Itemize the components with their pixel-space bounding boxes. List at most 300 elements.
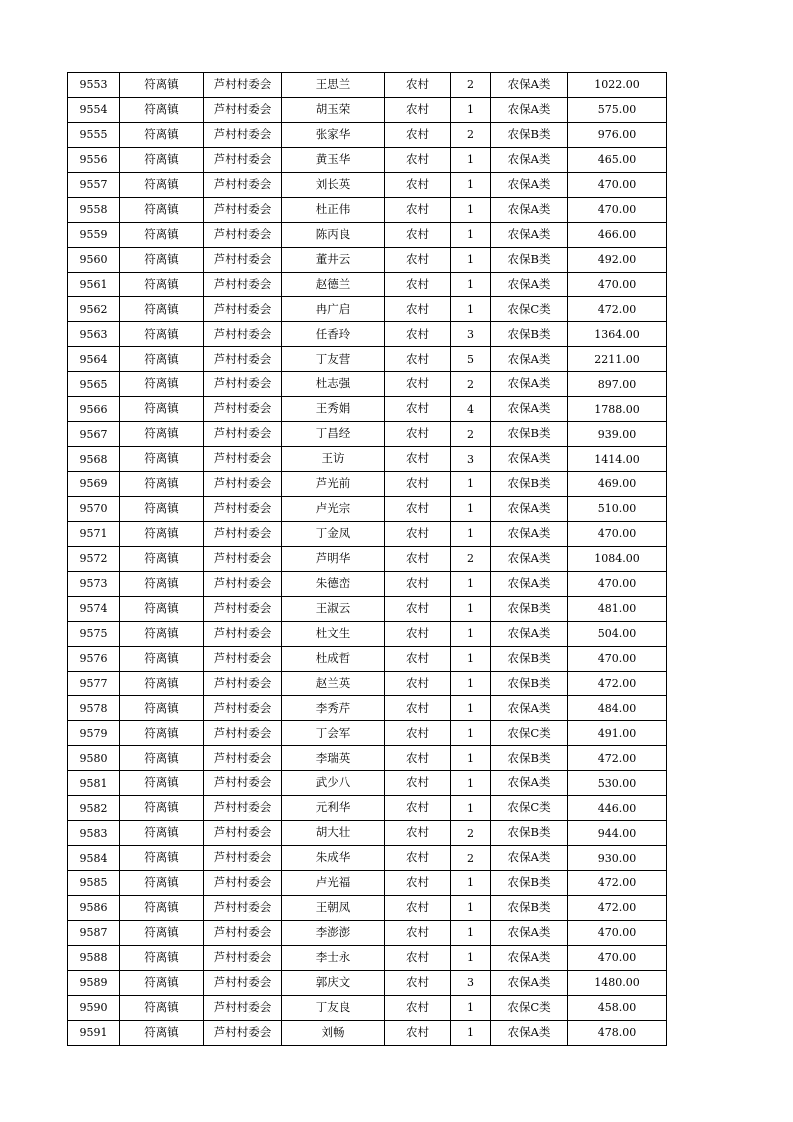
area-type-cell: 农村 <box>385 970 451 995</box>
area-type-cell: 农村 <box>385 97 451 122</box>
village-committee-cell: 芦村村委会 <box>204 721 282 746</box>
area-type-cell: 农村 <box>385 247 451 272</box>
area-type-cell: 农村 <box>385 596 451 621</box>
insurance-category-cell: 农保A类 <box>491 846 568 871</box>
town-cell: 符离镇 <box>120 422 204 447</box>
amount-cell: 944.00 <box>568 821 667 846</box>
household-count-cell: 1 <box>451 472 491 497</box>
table-row <box>68 197 667 222</box>
household-count-cell: 3 <box>451 322 491 347</box>
amount-cell: 575.00 <box>568 97 667 122</box>
town-cell: 符离镇 <box>120 746 204 771</box>
table-row <box>68 796 667 821</box>
amount-cell: 976.00 <box>568 122 667 147</box>
area-type-cell: 农村 <box>385 846 451 871</box>
town-cell: 符离镇 <box>120 322 204 347</box>
name-cell: 卢光福 <box>282 871 385 896</box>
insurance-category-cell: 农保A类 <box>491 546 568 571</box>
household-count-cell: 1 <box>451 272 491 297</box>
amount-cell: 491.00 <box>568 721 667 746</box>
area-type-cell: 农村 <box>385 746 451 771</box>
area-type-cell: 农村 <box>385 496 451 521</box>
amount-cell: 458.00 <box>568 995 667 1020</box>
household-count-cell: 1 <box>451 571 491 596</box>
village-committee-cell: 芦村村委会 <box>204 272 282 297</box>
row-number-cell: 9561 <box>68 272 120 297</box>
village-committee-cell: 芦村村委会 <box>204 846 282 871</box>
amount-cell: 470.00 <box>568 172 667 197</box>
table-row <box>68 122 667 147</box>
household-count-cell: 1 <box>451 147 491 172</box>
household-count-cell: 1 <box>451 671 491 696</box>
table-row <box>68 846 667 871</box>
name-cell: 李士永 <box>282 945 385 970</box>
row-number-cell: 9586 <box>68 895 120 920</box>
town-cell: 符离镇 <box>120 197 204 222</box>
village-committee-cell: 芦村村委会 <box>204 646 282 671</box>
row-number-cell: 9563 <box>68 322 120 347</box>
name-cell: 黄玉华 <box>282 147 385 172</box>
village-committee-cell: 芦村村委会 <box>204 397 282 422</box>
village-committee-cell: 芦村村委会 <box>204 472 282 497</box>
amount-cell: 1788.00 <box>568 397 667 422</box>
village-committee-cell: 芦村村委会 <box>204 147 282 172</box>
village-committee-cell: 芦村村委会 <box>204 1020 282 1045</box>
table-row <box>68 621 667 646</box>
row-number-cell: 9565 <box>68 372 120 397</box>
household-count-cell: 1 <box>451 895 491 920</box>
amount-cell: 930.00 <box>568 846 667 871</box>
area-type-cell: 农村 <box>385 447 451 472</box>
area-type-cell: 农村 <box>385 372 451 397</box>
row-number-cell: 9566 <box>68 397 120 422</box>
row-number-cell: 9591 <box>68 1020 120 1045</box>
town-cell: 符离镇 <box>120 73 204 98</box>
row-number-cell: 9558 <box>68 197 120 222</box>
amount-cell: 1364.00 <box>568 322 667 347</box>
row-number-cell: 9579 <box>68 721 120 746</box>
row-number-cell: 9587 <box>68 920 120 945</box>
insurance-category-cell: 农保B类 <box>491 247 568 272</box>
row-number-cell: 9575 <box>68 621 120 646</box>
town-cell: 符离镇 <box>120 496 204 521</box>
amount-cell: 478.00 <box>568 1020 667 1045</box>
town-cell: 符离镇 <box>120 97 204 122</box>
name-cell: 李澎澎 <box>282 920 385 945</box>
household-count-cell: 5 <box>451 347 491 372</box>
area-type-cell: 农村 <box>385 422 451 447</box>
table-row <box>68 771 667 796</box>
area-type-cell: 农村 <box>385 796 451 821</box>
insurance-category-cell: 农保B类 <box>491 671 568 696</box>
town-cell: 符离镇 <box>120 222 204 247</box>
data-table <box>67 72 667 1046</box>
table-row <box>68 322 667 347</box>
household-count-cell: 2 <box>451 546 491 571</box>
amount-cell: 472.00 <box>568 895 667 920</box>
village-committee-cell: 芦村村委会 <box>204 297 282 322</box>
insurance-category-cell: 农保B类 <box>491 821 568 846</box>
name-cell: 陈丙良 <box>282 222 385 247</box>
village-committee-cell: 芦村村委会 <box>204 671 282 696</box>
village-committee-cell: 芦村村委会 <box>204 696 282 721</box>
table-row <box>68 472 667 497</box>
table-row <box>68 646 667 671</box>
amount-cell: 472.00 <box>568 746 667 771</box>
area-type-cell: 农村 <box>385 821 451 846</box>
town-cell: 符离镇 <box>120 621 204 646</box>
town-cell: 符离镇 <box>120 372 204 397</box>
table-row <box>68 297 667 322</box>
row-number-cell: 9559 <box>68 222 120 247</box>
town-cell: 符离镇 <box>120 671 204 696</box>
village-committee-cell: 芦村村委会 <box>204 920 282 945</box>
town-cell: 符离镇 <box>120 920 204 945</box>
town-cell: 符离镇 <box>120 895 204 920</box>
table-row <box>68 247 667 272</box>
town-cell: 符离镇 <box>120 771 204 796</box>
insurance-category-cell: 农保C类 <box>491 796 568 821</box>
insurance-category-cell: 农保B类 <box>491 596 568 621</box>
name-cell: 王秀娟 <box>282 397 385 422</box>
name-cell: 李秀芹 <box>282 696 385 721</box>
village-committee-cell: 芦村村委会 <box>204 970 282 995</box>
row-number-cell: 9581 <box>68 771 120 796</box>
amount-cell: 470.00 <box>568 920 667 945</box>
table-row <box>68 696 667 721</box>
row-number-cell: 9564 <box>68 347 120 372</box>
name-cell: 张家华 <box>282 122 385 147</box>
area-type-cell: 农村 <box>385 895 451 920</box>
name-cell: 任香玲 <box>282 322 385 347</box>
amount-cell: 470.00 <box>568 571 667 596</box>
household-count-cell: 1 <box>451 596 491 621</box>
table-row <box>68 546 667 571</box>
amount-cell: 469.00 <box>568 472 667 497</box>
name-cell: 李瑞英 <box>282 746 385 771</box>
village-committee-cell: 芦村村委会 <box>204 447 282 472</box>
amount-cell: 492.00 <box>568 247 667 272</box>
name-cell: 王淑云 <box>282 596 385 621</box>
name-cell: 丁昌经 <box>282 422 385 447</box>
area-type-cell: 农村 <box>385 322 451 347</box>
area-type-cell: 农村 <box>385 397 451 422</box>
area-type-cell: 农村 <box>385 571 451 596</box>
town-cell: 符离镇 <box>120 995 204 1020</box>
area-type-cell: 农村 <box>385 73 451 98</box>
village-committee-cell: 芦村村委会 <box>204 322 282 347</box>
household-count-cell: 1 <box>451 197 491 222</box>
household-count-cell: 1 <box>451 696 491 721</box>
household-count-cell: 1 <box>451 871 491 896</box>
area-type-cell: 农村 <box>385 721 451 746</box>
insurance-category-cell: 农保B类 <box>491 472 568 497</box>
village-committee-cell: 芦村村委会 <box>204 871 282 896</box>
row-number-cell: 9578 <box>68 696 120 721</box>
insurance-category-cell: 农保A类 <box>491 970 568 995</box>
insurance-category-cell: 农保C类 <box>491 721 568 746</box>
village-committee-cell: 芦村村委会 <box>204 172 282 197</box>
name-cell: 王思兰 <box>282 73 385 98</box>
name-cell: 丁会军 <box>282 721 385 746</box>
amount-cell: 939.00 <box>568 422 667 447</box>
name-cell: 杜正伟 <box>282 197 385 222</box>
village-committee-cell: 芦村村委会 <box>204 621 282 646</box>
row-number-cell: 9574 <box>68 596 120 621</box>
village-committee-cell: 芦村村委会 <box>204 796 282 821</box>
household-count-cell: 1 <box>451 945 491 970</box>
row-number-cell: 9572 <box>68 546 120 571</box>
household-count-cell: 2 <box>451 821 491 846</box>
town-cell: 符离镇 <box>120 347 204 372</box>
table-row <box>68 372 667 397</box>
insurance-category-cell: 农保A类 <box>491 696 568 721</box>
amount-cell: 470.00 <box>568 945 667 970</box>
area-type-cell: 农村 <box>385 696 451 721</box>
village-committee-cell: 芦村村委会 <box>204 247 282 272</box>
household-count-cell: 2 <box>451 122 491 147</box>
name-cell: 朱德峦 <box>282 571 385 596</box>
table-row <box>68 496 667 521</box>
name-cell: 王朝凤 <box>282 895 385 920</box>
household-count-cell: 1 <box>451 920 491 945</box>
name-cell: 胡大壮 <box>282 821 385 846</box>
name-cell: 芦光前 <box>282 472 385 497</box>
table-row <box>68 97 667 122</box>
insurance-category-cell: 农保A类 <box>491 447 568 472</box>
household-count-cell: 1 <box>451 521 491 546</box>
row-number-cell: 9567 <box>68 422 120 447</box>
amount-cell: 897.00 <box>568 372 667 397</box>
table-row <box>68 447 667 472</box>
village-committee-cell: 芦村村委会 <box>204 97 282 122</box>
town-cell: 符离镇 <box>120 172 204 197</box>
amount-cell: 1084.00 <box>568 546 667 571</box>
area-type-cell: 农村 <box>385 272 451 297</box>
household-count-cell: 3 <box>451 970 491 995</box>
row-number-cell: 9556 <box>68 147 120 172</box>
row-number-cell: 9557 <box>68 172 120 197</box>
table-row <box>68 671 667 696</box>
amount-cell: 470.00 <box>568 197 667 222</box>
table-row <box>68 920 667 945</box>
village-committee-cell: 芦村村委会 <box>204 571 282 596</box>
town-cell: 符离镇 <box>120 646 204 671</box>
table-row <box>68 347 667 372</box>
town-cell: 符离镇 <box>120 247 204 272</box>
name-cell: 刘畅 <box>282 1020 385 1045</box>
amount-cell: 2211.00 <box>568 347 667 372</box>
town-cell: 符离镇 <box>120 272 204 297</box>
town-cell: 符离镇 <box>120 297 204 322</box>
village-committee-cell: 芦村村委会 <box>204 895 282 920</box>
household-count-cell: 1 <box>451 721 491 746</box>
name-cell: 芦明华 <box>282 546 385 571</box>
table-row <box>68 821 667 846</box>
town-cell: 符离镇 <box>120 472 204 497</box>
name-cell: 杜志强 <box>282 372 385 397</box>
row-number-cell: 9570 <box>68 496 120 521</box>
household-count-cell: 1 <box>451 1020 491 1045</box>
amount-cell: 470.00 <box>568 521 667 546</box>
insurance-category-cell: 农保B类 <box>491 746 568 771</box>
table-row <box>68 422 667 447</box>
area-type-cell: 农村 <box>385 871 451 896</box>
name-cell: 卢光宗 <box>282 496 385 521</box>
table-row <box>68 571 667 596</box>
table-row <box>68 397 667 422</box>
village-committee-cell: 芦村村委会 <box>204 73 282 98</box>
table-row <box>68 222 667 247</box>
amount-cell: 465.00 <box>568 147 667 172</box>
name-cell: 王访 <box>282 447 385 472</box>
row-number-cell: 9562 <box>68 297 120 322</box>
amount-cell: 466.00 <box>568 222 667 247</box>
insurance-category-cell: 农保A类 <box>491 272 568 297</box>
row-number-cell: 9584 <box>68 846 120 871</box>
town-cell: 符离镇 <box>120 696 204 721</box>
table-row <box>68 746 667 771</box>
insurance-category-cell: 农保A类 <box>491 397 568 422</box>
row-number-cell: 9571 <box>68 521 120 546</box>
row-number-cell: 9554 <box>68 97 120 122</box>
village-committee-cell: 芦村村委会 <box>204 821 282 846</box>
household-count-cell: 2 <box>451 422 491 447</box>
name-cell: 冉广启 <box>282 297 385 322</box>
table-row <box>68 945 667 970</box>
amount-cell: 1022.00 <box>568 73 667 98</box>
insurance-category-cell: 农保C类 <box>491 297 568 322</box>
insurance-category-cell: 农保A类 <box>491 347 568 372</box>
town-cell: 符离镇 <box>120 447 204 472</box>
insurance-category-cell: 农保A类 <box>491 920 568 945</box>
name-cell: 赵德兰 <box>282 272 385 297</box>
table-row <box>68 1020 667 1045</box>
household-count-cell: 2 <box>451 846 491 871</box>
area-type-cell: 农村 <box>385 646 451 671</box>
village-committee-cell: 芦村村委会 <box>204 122 282 147</box>
insurance-category-cell: 农保A类 <box>491 945 568 970</box>
insurance-category-cell: 农保A类 <box>491 496 568 521</box>
name-cell: 刘长英 <box>282 172 385 197</box>
name-cell: 武少八 <box>282 771 385 796</box>
name-cell: 朱成华 <box>282 846 385 871</box>
table-row <box>68 147 667 172</box>
household-count-cell: 3 <box>451 447 491 472</box>
insurance-category-cell: 农保A类 <box>491 222 568 247</box>
table-body <box>68 73 667 1046</box>
town-cell: 符离镇 <box>120 397 204 422</box>
area-type-cell: 农村 <box>385 521 451 546</box>
village-committee-cell: 芦村村委会 <box>204 347 282 372</box>
insurance-category-cell: 农保A类 <box>491 197 568 222</box>
household-count-cell: 1 <box>451 222 491 247</box>
row-number-cell: 9585 <box>68 871 120 896</box>
town-cell: 符离镇 <box>120 821 204 846</box>
insurance-category-cell: 农保A类 <box>491 147 568 172</box>
amount-cell: 446.00 <box>568 796 667 821</box>
name-cell: 杜成哲 <box>282 646 385 671</box>
household-count-cell: 1 <box>451 496 491 521</box>
village-committee-cell: 芦村村委会 <box>204 496 282 521</box>
village-committee-cell: 芦村村委会 <box>204 596 282 621</box>
household-count-cell: 1 <box>451 247 491 272</box>
area-type-cell: 农村 <box>385 771 451 796</box>
insurance-category-cell: 农保B类 <box>491 122 568 147</box>
table-row <box>68 172 667 197</box>
insurance-category-cell: 农保A类 <box>491 372 568 397</box>
village-committee-cell: 芦村村委会 <box>204 197 282 222</box>
area-type-cell: 农村 <box>385 920 451 945</box>
town-cell: 符离镇 <box>120 970 204 995</box>
insurance-category-cell: 农保A类 <box>491 1020 568 1045</box>
amount-cell: 1480.00 <box>568 970 667 995</box>
insurance-category-cell: 农保B类 <box>491 646 568 671</box>
name-cell: 胡玉荣 <box>282 97 385 122</box>
row-number-cell: 9576 <box>68 646 120 671</box>
row-number-cell: 9555 <box>68 122 120 147</box>
village-committee-cell: 芦村村委会 <box>204 546 282 571</box>
town-cell: 符离镇 <box>120 521 204 546</box>
row-number-cell: 9553 <box>68 73 120 98</box>
area-type-cell: 农村 <box>385 945 451 970</box>
name-cell: 丁友营 <box>282 347 385 372</box>
household-count-cell: 1 <box>451 771 491 796</box>
row-number-cell: 9568 <box>68 447 120 472</box>
area-type-cell: 农村 <box>385 172 451 197</box>
household-count-cell: 1 <box>451 646 491 671</box>
area-type-cell: 农村 <box>385 621 451 646</box>
area-type-cell: 农村 <box>385 546 451 571</box>
insurance-category-cell: 农保A类 <box>491 571 568 596</box>
amount-cell: 530.00 <box>568 771 667 796</box>
amount-cell: 472.00 <box>568 297 667 322</box>
amount-cell: 1414.00 <box>568 447 667 472</box>
insurance-category-cell: 农保A类 <box>491 771 568 796</box>
amount-cell: 470.00 <box>568 272 667 297</box>
town-cell: 符离镇 <box>120 721 204 746</box>
area-type-cell: 农村 <box>385 147 451 172</box>
row-number-cell: 9569 <box>68 472 120 497</box>
row-number-cell: 9583 <box>68 821 120 846</box>
village-committee-cell: 芦村村委会 <box>204 771 282 796</box>
household-count-cell: 1 <box>451 995 491 1020</box>
amount-cell: 472.00 <box>568 871 667 896</box>
name-cell: 丁金凤 <box>282 521 385 546</box>
name-cell: 郭庆文 <box>282 970 385 995</box>
insurance-category-cell: 农保B类 <box>491 322 568 347</box>
row-number-cell: 9588 <box>68 945 120 970</box>
insurance-category-cell: 农保A类 <box>491 621 568 646</box>
insurance-category-cell: 农保A类 <box>491 172 568 197</box>
table-row <box>68 721 667 746</box>
amount-cell: 504.00 <box>568 621 667 646</box>
name-cell: 丁友良 <box>282 995 385 1020</box>
town-cell: 符离镇 <box>120 945 204 970</box>
village-committee-cell: 芦村村委会 <box>204 222 282 247</box>
area-type-cell: 农村 <box>385 297 451 322</box>
row-number-cell: 9573 <box>68 571 120 596</box>
town-cell: 符离镇 <box>120 546 204 571</box>
name-cell: 赵兰英 <box>282 671 385 696</box>
table-row <box>68 73 667 98</box>
household-count-cell: 1 <box>451 796 491 821</box>
area-type-cell: 农村 <box>385 1020 451 1045</box>
row-number-cell: 9580 <box>68 746 120 771</box>
town-cell: 符离镇 <box>120 571 204 596</box>
table-row <box>68 970 667 995</box>
town-cell: 符离镇 <box>120 871 204 896</box>
